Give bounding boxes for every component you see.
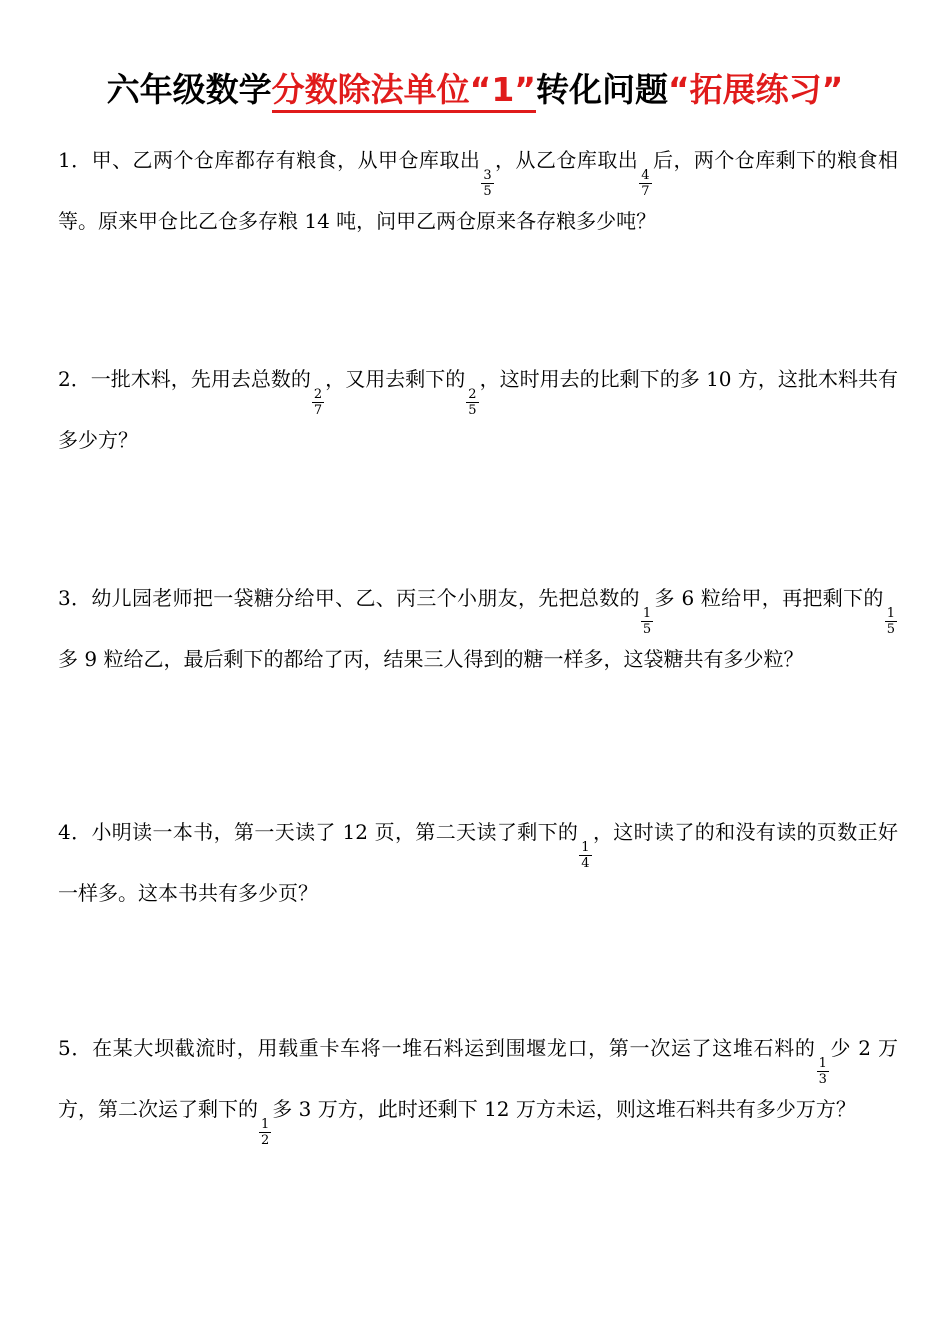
fraction: $\frac{3}{5}$ xyxy=(483,168,492,199)
problem-1: 1．甲、乙两个仓库都存有粮食，从甲仓库取出 $\frac{3}{5}$ ，从乙仓库取出 $\frac{4}{7}$ 后，两个仓库剩下的粮食相等。原来甲仓比乙仓多存粮 14 吨，问甲乙两仓原来各存粮多少吨？ xyxy=(58,148,899,233)
problem-4: 4．小明读一本书，第一天读了 12 页，第二天读了剩下的 $\frac{1}{4}$ ，这时读了的和没有读的页数正好一样多。这本书共有多少页？ xyxy=(58,820,899,905)
problem-2: 2．一批木料，先用去总数的 $\frac{2}{7}$ ，又用去剩下的 $\frac{2}{5}$ ，这时用去的比剩下的多 10 方，这批木料共有多少方？ xyxy=(58,367,898,452)
fraction: $\frac{1}{5}$ xyxy=(642,606,652,637)
fraction: $\frac{1}{5}$ xyxy=(886,606,895,637)
fraction: $\frac{1}{2}$ xyxy=(261,1117,270,1148)
fraction: $\frac{2}{5}$ xyxy=(468,387,477,418)
title-practice-label: “拓展练习” xyxy=(667,70,844,109)
problem-3: 3．幼儿园老师把一袋糖分给甲、乙、丙三个小朋友，先把总数的 $\frac{1}{5}$ 多 6 粒给甲，再把剩下的 $\frac{1}{5}$ 多 9 粒给乙，最后剩下的都给了丙，结果三人得到的糖一样多，这袋糖共有多少粒？ xyxy=(58,586,895,671)
title-problem-type: 转化问题 xyxy=(535,70,668,109)
fraction: $\frac{1}{3}$ xyxy=(818,1056,827,1087)
fraction: $\frac{1}{4}$ xyxy=(581,840,590,871)
fraction: $\frac{4}{7}$ xyxy=(641,168,650,199)
problem-5: 5．在某大坝截流时，用载重卡车将一堆石料运到围堰龙口，第一次运了这堆石料的 $\frac{1}{3}$ 少 2 万方，第二次运了剩下的 $\frac{1}{2}$ 多 3 万方，此时还剩下 12 万方未运，则这堆石料共有多少万方？ xyxy=(58,1036,898,1148)
page-title xyxy=(0,62,950,118)
title-topic: 分数除法单位“1” xyxy=(272,70,536,113)
fraction: $\frac{2}{7}$ xyxy=(313,387,323,418)
title-grade-subject: 六年级数学 xyxy=(106,70,272,109)
